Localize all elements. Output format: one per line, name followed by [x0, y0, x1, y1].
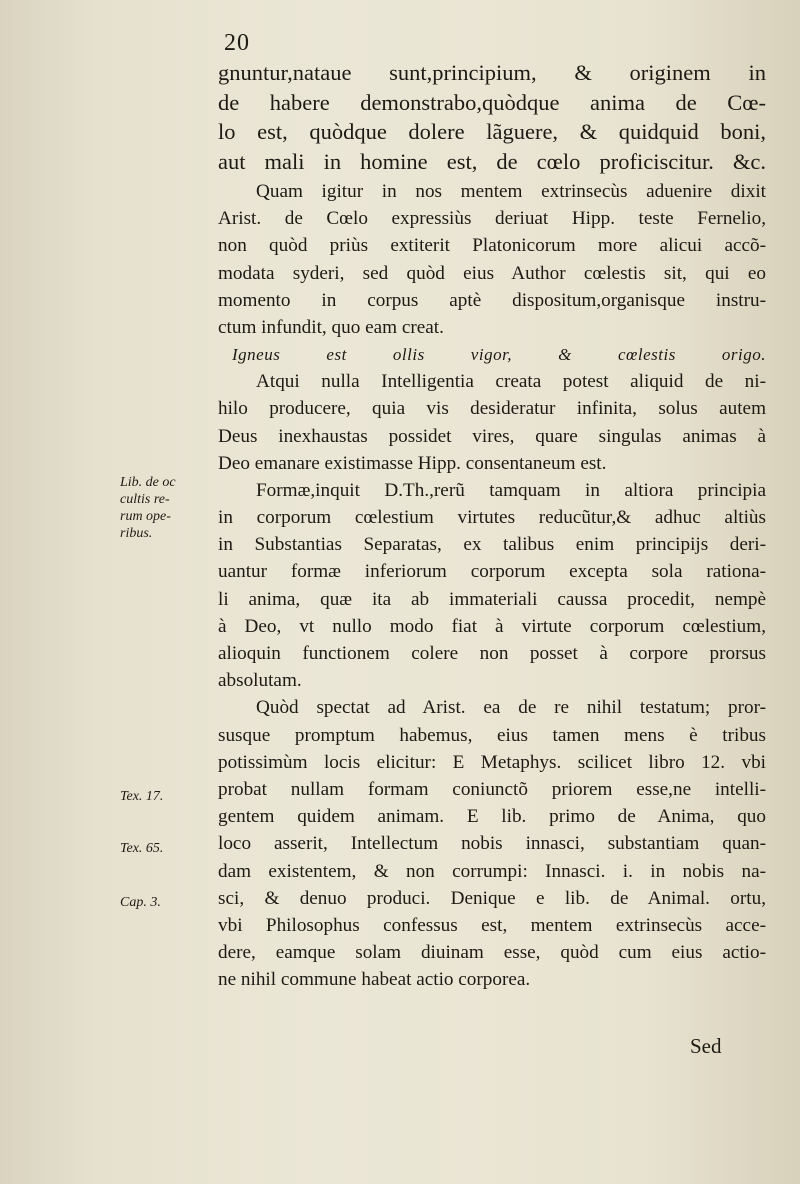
text-line: Arist. de Cœlo expressiùs deriuat Hipp. teste Fernelio, [218, 208, 766, 230]
margin-note-line: cultis re- [120, 492, 170, 507]
main-text [218, 58, 766, 993]
text-line: probat nullam formam coniunctõ priorem esse,ne intelli- [218, 778, 766, 800]
text-line: gnuntur,nataue sunt,principium, & originem in [218, 60, 766, 85]
margin-note-line: ribus. [120, 526, 153, 541]
text-line: Deus inexhaustas possidet vires, quare singulas animas à [218, 425, 766, 447]
text-line: in Substantias Separatas, ex talibus enim principijs deri- [218, 534, 766, 556]
text-line: modata syderi, sed quòd eius Author cœlestis sit, qui eo [218, 262, 766, 284]
text-line: in corporum cœlestium virtutes reducũtur,& adhuc altiùs [218, 507, 766, 529]
margin-note-tex-17 [120, 788, 212, 805]
text-line: Formæ,inquit D.Th.,rerũ tamquam in altiora principia [256, 479, 766, 501]
text-line: dere, eamque solam diuinam esse, quòd cum eius actio- [218, 942, 766, 964]
margin-note-lib-deo [120, 474, 212, 542]
text-line: uantur formæ inferiorum corporum excepta sola rationa- [218, 561, 766, 583]
text-line: sci, & denuo produci. Denique e lib. de Animal. ortu, [218, 887, 766, 909]
text-line: momento in corpus aptè dispositum,organisque instru- [218, 289, 766, 311]
text-line: potissimùm locis elicitur: E Metaphys. scilicet libro 12. vbi [218, 751, 766, 773]
catchword: Sed [690, 1034, 722, 1058]
text-line: absolutam. [218, 670, 302, 692]
paragraph-4 [218, 477, 766, 695]
text-line: lo est, quòdque dolere lãguere, & quidquid boni, [218, 119, 766, 144]
text-line: Deo emanare existimasse Hipp. consentaneum est. [218, 452, 607, 474]
margin-note-tex-65 [120, 840, 212, 857]
text-line: dam existentem, & non corrumpi: Innasci. i. in nobis na- [218, 860, 766, 882]
margin-note-line: Tex. 65. [120, 841, 164, 856]
margin-note-line: Tex. 17. [120, 789, 164, 804]
text-line: gentem quidem animam. E lib. primo de Anima, quo [218, 806, 766, 828]
text-line: loco asserit, Intellectum nobis innasci, substantiam quan- [218, 833, 766, 855]
text-line: vbi Philosophus confessus est, mentem extrinsecùs acce- [218, 914, 766, 936]
text-line: li anima, quæ ita ab immateriali caussa procedit, nempè [218, 588, 766, 610]
page-number: 20 [224, 30, 250, 56]
text-line: à Deo, vt nullo modo fiat à virtute corporum cœlestium, [218, 615, 766, 637]
text-line: hilo producere, quia vis desideratur infinita, solus autem [218, 398, 766, 420]
text-line: alioquin functionem colere non posset à corpore prorsus [218, 643, 766, 664]
text-line: non quòd priùs extiterit Platonicorum more alicui accõ- [218, 235, 766, 257]
text-line: Atqui nulla Intelligentia creata potest aliquid de ni- [256, 371, 766, 393]
text-line: de habere demonstrabo,quòdque anima de Cœ- [218, 89, 766, 115]
text-line: Quòd spectat ad Arist. ea de re nihil testatum; pror- [256, 697, 766, 719]
paragraph-3 [218, 368, 766, 477]
text-line: susque promptum habemus, eius tamen mens è tribus [218, 724, 766, 746]
text-line: ctum infundit, quo eam creat. [218, 316, 444, 338]
paragraph-5 [218, 694, 766, 993]
margin-note-line: rum ope- [120, 509, 171, 524]
text-line: Quam igitur in nos mentem extrinsecùs aduenire dixit [256, 181, 766, 202]
margin-note-line: Cap. 3. [120, 895, 161, 910]
margin-note-cap-3 [120, 894, 212, 911]
margin-note-line: Lib. de oc [120, 475, 176, 490]
text-line: ne nihil commune habeat actio corporea. [218, 969, 531, 991]
motto-verse: Igneus est ollis vigor, & cœlestis origo. [232, 345, 766, 365]
text-line: aut mali in homine est, de cœlo proficiscitur. &c. [218, 148, 766, 174]
paragraph-2 [218, 178, 766, 341]
paragraph-1 [218, 58, 766, 176]
